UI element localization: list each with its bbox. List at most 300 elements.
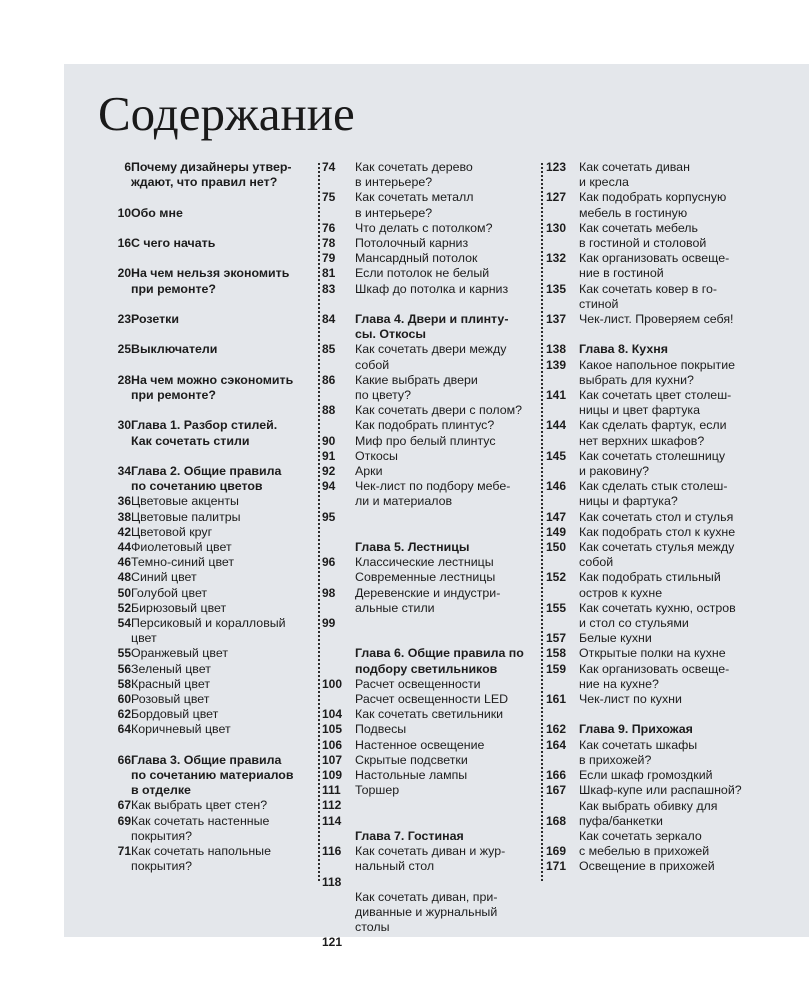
toc-entry-line: Глава 6. Общие правила по [355,646,524,661]
toc-entry-line: Торшер [355,783,400,798]
toc-entry [546,722,756,737]
toc-entry [98,692,306,707]
toc-entry-title [131,525,306,540]
toc-entry-line: ние на кухне? [579,676,659,691]
toc-entry [98,236,306,251]
toc-page-number: 76 [322,220,336,235]
toc-entry-title [355,586,534,616]
toc-entry [322,479,534,509]
toc-entry [322,616,534,631]
toc-page-number: 137 [546,312,567,327]
toc-entry-title [355,646,534,676]
toc-entry-line: Белые кухни [579,631,652,646]
toc-page-number: 46 [117,555,131,570]
toc-page-number: 36 [117,494,131,509]
toc-page-number: 84 [322,312,336,327]
toc-entry-title [131,266,306,296]
toc-entry [546,738,756,768]
toc-page-number: 88 [322,403,336,418]
toc-entry-title [355,190,534,220]
toc-page-number: 99 [322,616,336,631]
toc-column-2 [322,160,534,951]
toc-page-number: 55 [117,646,131,661]
toc-column-3 [546,160,756,875]
toc-entry [546,829,756,844]
toc-entry-line: в интерьере? [355,175,433,190]
toc-entry-line: Что делать с потолком? [355,220,493,235]
toc-entry [546,525,756,540]
toc-entry [98,418,306,448]
toc-page-number: 100 [322,676,343,691]
toc-entry-line: Если шкаф громоздкий [579,768,713,783]
toc-entry [546,358,756,388]
toc-entry-title [355,510,534,525]
toc-entry-title [355,266,534,281]
toc-entry-line: Как сочетать настенные [131,813,270,828]
toc-entry-line: Какие выбрать двери [355,372,478,387]
toc-entry-line: Глава 9. Прихожая [579,722,693,737]
toc-entry-line: Как сочетать цвет столеш- [579,388,732,403]
toc-page-number: 74 [322,160,336,174]
toc-entry [546,388,756,418]
toc-entry-title [131,722,306,737]
toc-entry-line: Почему дизайнеры утвер- [131,160,292,174]
toc-entry-line: ницы и цвет фартука [579,403,701,418]
toc-entry-title [355,616,534,631]
page-title: Содержание [98,86,355,141]
toc-entry [98,266,306,296]
toc-entry-line: С чего начать [131,235,216,250]
toc-entry [322,722,534,737]
toc-entry-line: Как сочетать столешницу [579,448,726,463]
toc-entry [546,160,756,190]
toc-page-number: 114 [322,813,342,828]
toc-entry-line: подбору светильников [355,661,498,676]
toc-entry-title [355,738,534,753]
toc-page-number: 62 [117,707,131,722]
toc-entry-title [131,206,306,221]
toc-entry-line: Как сочетать ковер в го- [579,281,717,296]
toc-entry-line: при ремонте? [131,387,216,402]
toc-page-number: 145 [546,448,567,463]
toc-entry-line: Как сочетать кухню, остров [579,600,736,615]
toc-page-number: 147 [546,509,567,524]
toc-entry [98,510,306,525]
toc-entry-line: Подвесы [355,722,407,737]
toc-entry [322,373,534,403]
toc-entry [546,282,756,312]
toc-entry-title [355,403,534,418]
toc-entry-line: Красный цвет [131,676,211,691]
toc-page-number: 95 [322,509,336,524]
toc-entry-line: при ремонте? [131,281,216,296]
toc-page-number: 135 [546,281,567,296]
toc-entry-line: Как подобрать стильный [579,570,721,585]
toc-entry-title [131,707,306,722]
toc-entry-line: цвет [131,631,157,646]
toc-entry-line: Чек-лист по подбору мебе- [355,479,511,494]
toc-page-number: 92 [322,464,336,479]
toc-entry-title [131,692,306,707]
toc-entry-line: по сочетанию материалов [131,767,294,782]
toc-entry-line: в отделке [131,783,191,798]
toc-entry-line: Персиковый и коралловый [131,615,286,630]
toc-page-number: 67 [117,798,131,813]
toc-entry-title [355,783,534,798]
toc-page-number: 96 [322,555,336,570]
toc-entry-line: Фиолетовый цвет [131,539,232,554]
toc-entry-title [355,449,534,464]
toc-entry-line: Розовый цвет [131,691,210,706]
toc-entry-title [131,510,306,525]
toc-entry-title [579,738,756,768]
toc-entry-line: альные стили [355,600,435,615]
toc-entry [98,342,306,357]
toc-page-number: 6 [124,160,131,174]
toc-entry-line: На чем можно сэкономить [131,372,294,387]
toc-page-number: 138 [546,342,567,357]
toc-entry-title [131,677,306,692]
toc-entry-line: пуфа/банкетки [579,813,663,828]
toc-page-number: 64 [117,722,131,737]
toc-entry-title [355,844,534,874]
toc-entry [98,814,306,844]
toc-entry [546,631,756,646]
toc-page-number: 105 [322,722,343,737]
toc-entry-line: столы [355,920,390,935]
toc-entry [322,844,534,874]
toc-page-number: 123 [546,160,567,174]
toc-entry-title [355,251,534,266]
toc-entry-title [579,282,756,312]
toc-page-number: 159 [546,661,567,676]
toc-entry [98,570,306,585]
toc-page-number [546,799,579,814]
toc-page-number: 109 [322,768,343,783]
toc-entry-line: Как сочетать дерево [355,160,473,174]
toc-entry-title [355,434,534,449]
toc-entry [546,221,756,251]
toc-page-number: 146 [546,479,567,494]
toc-entry-title [579,722,756,737]
toc-entry [98,646,306,661]
toc-entry [322,586,534,616]
toc-entry-title [579,312,756,327]
toc-entry-line: Как сочетать двери между [355,342,507,357]
toc-entry-title [131,418,306,448]
toc-page-number: 116 [322,844,342,859]
toc-entry-line: Деревенские и индустри- [355,585,501,600]
toc-page-number: 139 [546,357,567,372]
toc-entry-title [579,540,756,570]
toc-page-number: 58 [117,676,131,691]
toc-entry-line: в прихожей? [579,752,652,767]
toc-page-number: 23 [117,311,131,326]
toc-entry [546,692,756,707]
toc-entry-title [355,798,534,813]
toc-page-number [322,646,355,676]
toc-entry-line: Как подобрать стол к кухне [579,524,736,539]
toc-entry-line: по сочетанию цветов [131,479,263,494]
toc-entry [322,783,534,798]
toc-page-number: 83 [322,281,336,296]
toc-entry [322,646,534,676]
toc-entry-title [131,601,306,616]
toc-entry-line: ницы и фартука? [579,494,678,509]
toc-entry-line: Как сочетать мебель [579,220,698,235]
toc-entry-line: нет верхних шкафов? [579,433,705,448]
toc-entry-title [355,282,534,297]
toc-entry-title [131,753,306,799]
toc-entry-title [579,783,756,798]
toc-page-number [322,829,355,844]
toc-entry [322,510,534,525]
toc-page-number: 69 [117,813,131,828]
toc-entry-line: и раковину? [579,464,650,479]
toc-entry [98,373,306,403]
toc-entry-line: Освещение в прихожей [579,859,715,874]
toc-entry-title [131,555,306,570]
toc-page-number: 141 [546,388,567,403]
toc-entry [98,555,306,570]
toc-entry [546,859,756,874]
toc-entry-title [579,662,756,692]
toc-entry [322,753,534,768]
toc-entry [322,266,534,281]
toc-page-number: 71 [117,844,131,858]
toc-entry-line: Настольные лампы [355,768,468,783]
toc-entry-title [131,798,306,813]
toc-page-number: 121 [322,935,343,950]
toc-entry-line: диванные и журнальный [355,904,498,919]
toc-entry [322,342,534,372]
toc-page-number: 111 [322,783,341,798]
toc-page-number: 104 [322,707,343,722]
toc-entry-title [355,540,534,555]
toc-entry-title [131,494,306,509]
toc-page-number: 38 [117,509,131,524]
toc-entry-title [579,190,756,220]
toc-entry-title [131,570,306,585]
toc-entry-title [579,646,756,661]
toc-entry-line: Шкаф до потолка и карниз [355,281,509,296]
toc-entry-title [579,525,756,540]
toc-entry-title [355,753,534,768]
toc-entry-title [579,251,756,281]
toc-entry-line: Как сочетать диван и жур- [355,844,506,859]
toc-page-number: 52 [117,600,131,615]
toc-page-number: 98 [322,585,336,600]
toc-entry-title [579,449,756,479]
toc-entry [98,753,306,799]
toc-entry-line: Как сделать фартук, если [579,418,727,433]
toc-entry-line: Как сочетать стили [131,433,250,448]
toc-page-number: 79 [322,251,336,266]
toc-entry-title [355,722,534,737]
toc-entry-title [579,342,756,357]
toc-entry [546,540,756,570]
toc-entry-title [355,312,534,342]
toc-entry [546,662,756,692]
toc-entry-title [579,768,756,783]
toc-entry [546,342,756,357]
toc-entry-line: Розетки [131,311,179,326]
toc-entry-line: Цветовой круг [131,524,213,539]
toc-entry-title [579,510,756,525]
toc-entry [546,570,756,600]
toc-entry-title [355,221,534,236]
toc-entry-line: Мансардный потолок [355,251,478,266]
toc-entry-line: Бирюзовый цвет [131,600,227,615]
toc-page-number: 169 [546,844,567,859]
toc-entry-line: Цветовые акценты [131,494,239,509]
toc-entry [98,844,306,874]
toc-entry-line: ли и материалов [355,494,453,509]
toc-entry [546,799,756,814]
toc-entry [546,783,756,798]
toc-entry-line: ждают, что правил нет? [131,175,278,190]
toc-entry-line: Глава 3. Общие правила [131,752,282,767]
toc-page-number: 127 [546,190,567,205]
toc-page-number: 78 [322,236,336,251]
toc-entry [98,540,306,555]
toc-entry-line: Как сочетать светильники [355,707,504,722]
toc-entry-line: Глава 7. Гостиная [355,828,464,843]
toc-page-number: 162 [546,722,567,737]
toc-entry [322,312,534,342]
toc-entry-title [579,388,756,418]
toc-entry-line: нальный стол [355,859,435,874]
toc-entry [98,312,306,327]
toc-entry-line: Цветовые палитры [131,509,241,524]
toc-entry [322,403,534,418]
toc-page-number: 81 [322,266,336,281]
toc-entry-title [131,844,306,874]
toc-page-number [322,418,355,433]
column-divider [318,163,320,881]
toc-entry [546,601,756,631]
toc-entry [322,829,534,844]
toc-entry-line: Голубой цвет [131,585,208,600]
toc-entry-line: Как выбрать цвет стен? [131,798,268,813]
toc-page-number: 60 [117,691,131,706]
toc-page-number: 164 [546,737,567,752]
toc-entry-line: Синий цвет [131,570,197,585]
toc-entry-line: Как сделать стык столеш- [579,479,728,494]
toc-entry [322,282,534,297]
toc-page-number: 158 [546,646,567,661]
toc-entry-title [579,160,756,190]
toc-page-number: 167 [546,783,567,798]
toc-page-number: 155 [546,600,567,615]
toc-page-number: 132 [546,251,567,266]
toc-entry [322,875,534,890]
toc-entry-line: в интерьере? [355,205,433,220]
toc-entry-line: и кресла [579,175,629,190]
toc-entry-line: Как сочетать напольные [131,844,271,858]
toc-page-number: 66 [117,752,131,767]
toc-entry [546,510,756,525]
toc-entry-title [131,236,306,251]
toc-entry-line: Глава 8. Кухня [579,342,668,357]
toc-entry-title [355,935,534,950]
toc-entry-title [355,236,534,251]
toc-entry-line: собой [579,555,614,570]
toc-entry-line: Откосы [355,448,398,463]
toc-entry-line: Миф про белый плинтус [355,433,496,448]
toc-entry-line: Как подобрать корпусную [579,190,727,205]
toc-entry [322,707,534,722]
toc-entry [546,190,756,220]
toc-page-number: 90 [322,433,336,448]
toc-entry-line: Скрытые подсветки [355,752,468,767]
toc-entry-title [131,540,306,555]
toc-entry-line: Классические лестницы [355,555,494,570]
toc-entry [322,464,534,479]
toc-entry-line: остров к кухне [579,585,663,600]
toc-entry [322,434,534,449]
toc-entry-line: Как подобрать плинтус? [355,418,495,433]
toc-entry-line: Настенное освещение [355,737,485,752]
toc-entry [322,555,534,585]
toc-entry-line: ние в гостиной [579,266,664,281]
toc-entry-line: в гостиной и столовой [579,236,707,251]
toc-entry-title [355,707,534,722]
toc-entry-line: Как сочетать диван, при- [355,889,498,904]
toc-entry-line: Зеленый цвет [131,661,211,676]
toc-entry-line: Как организовать освеще- [579,661,730,676]
toc-entry-line: стиной [579,296,619,311]
toc-entry-title [579,631,756,646]
toc-page-number: 144 [546,418,567,433]
toc-entry-line: Потолочный карниз [355,236,469,251]
toc-page-number: 28 [117,372,131,387]
toc-page-number: 54 [117,615,131,630]
toc-page-number: 91 [322,448,336,463]
toc-entry [322,449,534,464]
toc-entry [322,768,534,783]
toc-entry-line: Темно-синий цвет [131,555,235,570]
toc-entry-title [579,859,756,874]
toc-page-number: 149 [546,524,567,539]
toc-entry [322,418,534,433]
toc-entry-line: Шкаф-купе или распашной? [579,783,742,798]
toc-entry [322,798,534,813]
toc-entry-line: Как сочетать стол и стулья [579,509,734,524]
toc-entry-line: Как сочетать металл [355,190,474,205]
toc-entry-line: собой [355,357,390,372]
toc-entry [322,160,534,190]
toc-entry-line: мебель в гостиную [579,205,688,220]
toc-page-number: 118 [322,874,342,889]
toc-page-number: 48 [117,570,131,585]
toc-page-number: 25 [117,342,131,357]
toc-entry [322,738,534,753]
toc-entry [322,890,534,936]
toc-entry-line: покрытия? [131,859,193,874]
toc-page-number: 75 [322,190,336,205]
toc-entry [322,236,534,251]
toc-entry [98,160,306,190]
toc-entry-line: Глава 2. Общие правила [131,463,282,478]
toc-entry [546,844,756,859]
toc-entry-line: Обо мне [131,205,183,220]
toc-entry-title [131,373,306,403]
toc-entry-line: Глава 1. Разбор стилей. [131,418,278,433]
toc-entry-title [579,418,756,448]
toc-entry [98,722,306,737]
toc-entry [98,798,306,813]
